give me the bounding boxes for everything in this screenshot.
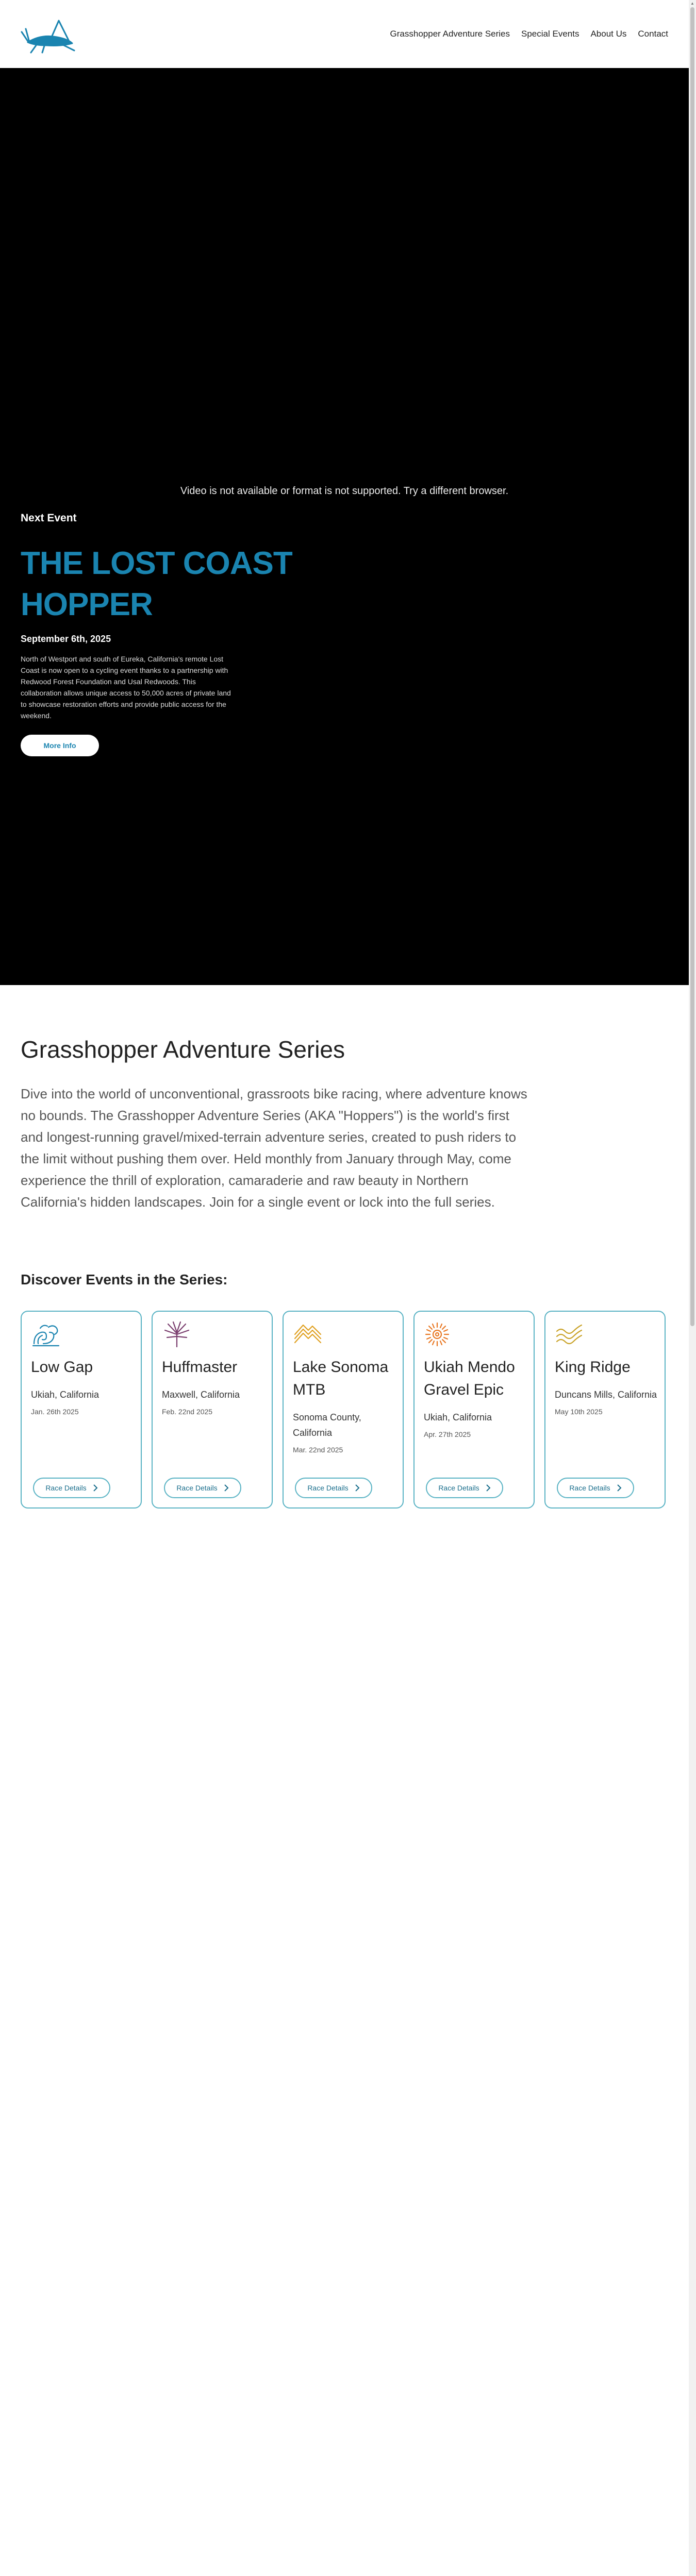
event-card-king-ridge [544, 1311, 666, 1509]
scroll-up-arrow-icon[interactable]: ▲ [690, 1, 694, 6]
event-card-info [31, 1387, 137, 1416]
event-card-date: Feb. 22nd 2025 [162, 1408, 213, 1416]
huffmaster-burst-icon [162, 1321, 192, 1348]
race-details-label: Race Details [176, 1484, 218, 1492]
nav-special-events[interactable]: Special Events [521, 29, 579, 39]
event-card-location: Duncans Mills, California [555, 1389, 657, 1400]
event-card-location: Sonoma County, California [293, 1412, 361, 1438]
event-card-location: Maxwell, California [162, 1389, 240, 1400]
king-ridge-waves-icon [555, 1321, 585, 1348]
nav-grasshopper-adventure-series[interactable]: Grasshopper Adventure Series [390, 29, 510, 39]
race-details-button[interactable] [295, 1478, 372, 1498]
page-scrollbar[interactable] [689, 0, 696, 2576]
site-header [0, 0, 689, 68]
event-card-info [293, 1410, 399, 1454]
main-nav [390, 29, 668, 39]
hero-event-description: North of Westport and south of Eureka, California's remote Lost Coast is now open to a cycling event thanks to a partnership with Redwood Forest Foundation and Usal Redwoods. This collaboration allows unique access to 50,000 acres of private land to showcase restoration efforts and provide public access for the weekend. [21, 655, 231, 720]
hero-event-title: THE LOST COAST HOPPER [21, 546, 292, 622]
nav-contact[interactable]: Contact [638, 29, 668, 39]
chevron-right-icon [617, 1484, 622, 1492]
series-title: Grasshopper Adventure Series [21, 1036, 345, 1063]
grasshopper-logo-icon[interactable] [21, 16, 77, 54]
nav-about-us[interactable]: About Us [590, 29, 627, 39]
next-event-label: Next Event [21, 512, 77, 524]
race-details-button[interactable] [426, 1478, 503, 1498]
race-details-label: Race Details [569, 1484, 610, 1492]
event-cards [21, 1311, 666, 1509]
event-card-info [162, 1387, 268, 1416]
chevron-right-icon [486, 1484, 491, 1492]
event-card-ukiah-mendo-gravel-epic [413, 1311, 535, 1509]
chevron-right-icon [224, 1484, 229, 1492]
series-description: Dive into the world of unconventional, grassroots bike racing, where adventure knows no bounds. The Grasshopper Adventure Series (AKA "Hoppers") is the world's first and longest-running gravel/mixed-terrain adventure series, created to push riders to the limit without pushing them over. Held monthly from January through May, come experience the thrill of exploration, camaraderie and raw beauty in Northern California's hidden landscapes. Join for a single event or lock into the full series. [21, 1086, 527, 1210]
event-card-date: Mar. 22nd 2025 [293, 1446, 343, 1454]
event-card-info [424, 1410, 529, 1438]
event-card-name[interactable]: Lake Sonoma MTB [293, 1359, 389, 1398]
event-card-lake-sonoma-mtb [283, 1311, 404, 1509]
low-gap-swirl-icon [31, 1321, 61, 1348]
event-card-name[interactable]: Huffmaster [162, 1359, 238, 1376]
race-details-button[interactable] [164, 1478, 241, 1498]
hero-video-section [0, 68, 689, 985]
race-details-label: Race Details [438, 1484, 479, 1492]
event-card-date: Apr. 27th 2025 [424, 1430, 471, 1438]
event-card-name[interactable]: King Ridge [555, 1359, 631, 1376]
ukiah-sun-icon [424, 1321, 454, 1348]
event-card-low-gap [21, 1311, 142, 1509]
chevron-right-icon [355, 1484, 360, 1492]
race-details-label: Race Details [45, 1484, 87, 1492]
race-details-button[interactable] [557, 1478, 634, 1498]
race-details-button[interactable] [33, 1478, 110, 1498]
event-card-info [555, 1387, 660, 1416]
event-card-location: Ukiah, California [31, 1389, 100, 1400]
event-card-location: Ukiah, California [424, 1412, 492, 1422]
event-card-name[interactable]: Low Gap [31, 1359, 93, 1376]
scrollbar-thumb[interactable] [690, 7, 694, 1326]
event-card-name[interactable]: Ukiah Mendo Gravel Epic [424, 1359, 515, 1398]
race-details-label: Race Details [307, 1484, 349, 1492]
video-unavailable-message: Video is not available or format is not supported. Try a different browser. [180, 485, 509, 497]
event-card-date: May 10th 2025 [555, 1408, 603, 1416]
event-card-date: Jan. 26th 2025 [31, 1408, 79, 1416]
lake-sonoma-ridges-icon [293, 1321, 323, 1348]
discover-events-heading: Discover Events in the Series: [21, 1272, 228, 1287]
chevron-right-icon [93, 1484, 98, 1492]
hero-event-date: September 6th, 2025 [21, 634, 111, 644]
more-info-button[interactable]: More Info [21, 735, 99, 756]
event-card-huffmaster [152, 1311, 273, 1509]
